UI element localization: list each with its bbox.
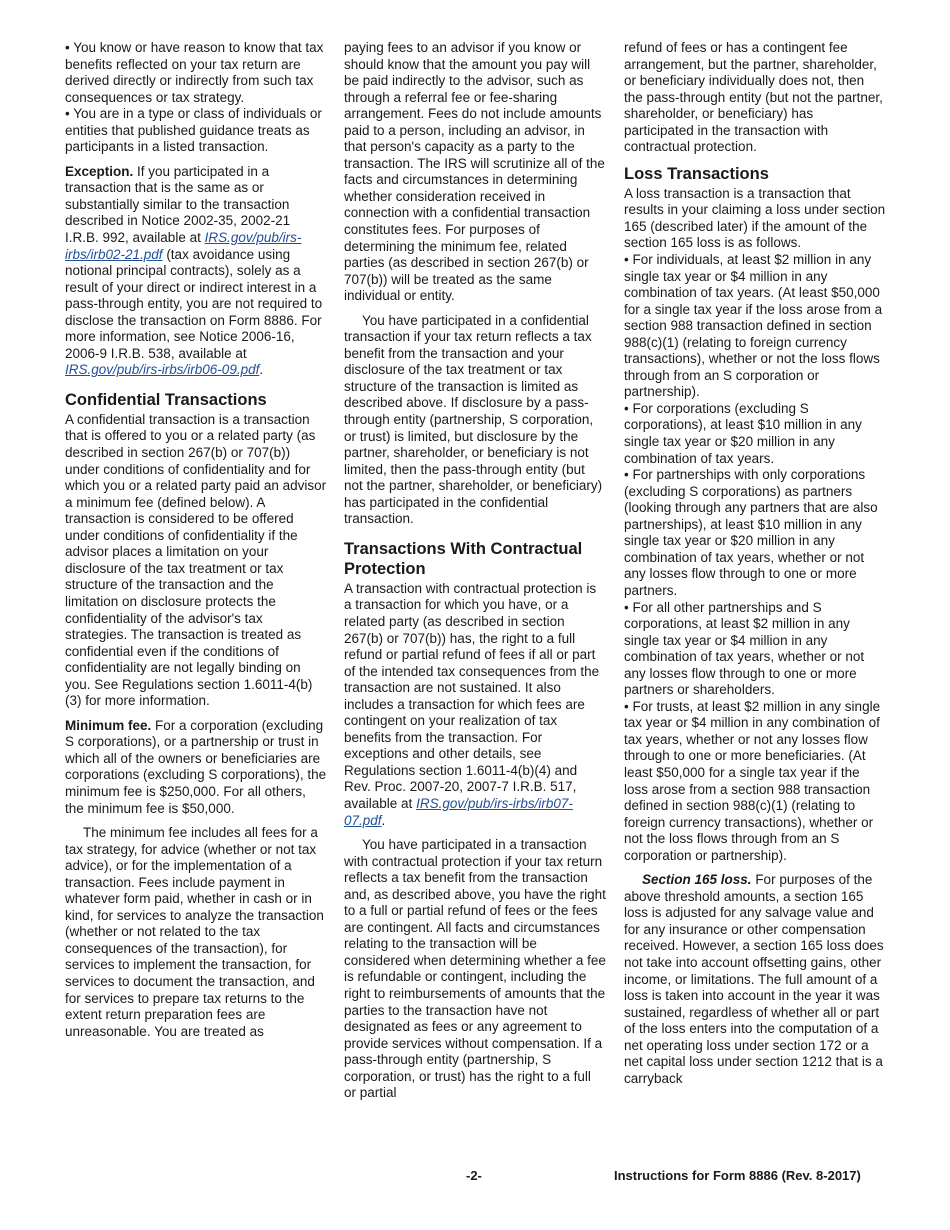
irb06-09-link[interactable]: IRS.gov/pub/irs-irbs/irb06-09.pdf	[65, 362, 260, 378]
exception-text-c: .	[259, 362, 264, 378]
heading-loss-transactions: Loss Transactions	[624, 164, 769, 183]
confidential-paragraph: A confidential transaction is a transaction that is offered to you or a related party (as described in section 267(b) or 707(b)) under conditions of confidentiality and for which you or a related party paid an advisor a minimum fee (defined below). A transaction is considered to be offered under conditions of confidentiality if the advisor places a limitation on your disclosure of the tax treatment or tax structure of the transaction and the limitation on disclosure protects the confidentiality of the advisor's tax strategies. The transaction is treated as confidential even if the conditions of confidentiality are not legally binding on you. See Regulations section 1.6011-4(b)(3) for more information.	[65, 411, 327, 709]
participated-contractual-paragraph: You have participated in a transaction with contractual protection if your tax return reflects a tax benefit from the transaction and, as described above, you have the right to a full or partial refund of fees or the fees are contingent. All facts and circumstances relating to the transaction will be considered when determining whether a fee is refundable or contingent, including the right to reimbursements of amounts that the parties to the transaction have not designated as fees or any agreement to provide services without compensation. If a pass-through entity (partnership, S corporation, or trust) has the right to a full or partial	[344, 837, 606, 1101]
irb07-07-link[interactable]: IRS.gov/pub/irs-irbs/irb07-07.pdf	[344, 795, 573, 828]
heading-contractual-protection: Transactions With Contractual Protection	[344, 539, 583, 578]
form-title-footer: Instructions for Form 8886 (Rev. 8-2017)	[614, 1168, 861, 1183]
minimum-fee-run-in-head: Minimum fee.	[65, 717, 152, 733]
exception-paragraph	[65, 164, 327, 379]
contractual-text-b: .	[381, 812, 386, 828]
participated-confidential-paragraph: You have participated in a confidential transaction if your tax return reflects a tax benefit from the transaction and your disclosure of the tax treatment or tax structure of the transaction is limited as described above. If disclosure by a pass-through entity (partnership, S corporation, or trust) is limited, but disclosure by the partner, shareholder, or beneficiary is not limited, then the pass-through entity (but not the partner, shareholder, or beneficiary) has participated in the confidential transaction.	[344, 312, 603, 527]
refund-continued-paragraph: refund of fees or has a contingent fee arrangement, but the partner, shareholder, or beneficiary individually does not, then the pass-through entity (but not the partner, shareholder, or beneficiary) has participated in the transaction with contractual protection.	[624, 40, 883, 155]
bullet-individuals: • For individuals, at least $2 million in any single tax year or $4 million in any combination of tax years. (At least $50,000 for a single tax year if the loss arose from a section 988 transaction defined in section 988(c)(1) (relating to foreign currency transactions), whether or not the loss flows through from an S corporation or partnership).	[624, 252, 883, 400]
bullet-partnerships-corporations: • For partnerships with only corporations (excluding S corporations) as partners (looking through any partners that are also partnerships), at least $10 million in any single tax year or $20 million in any combination of tax years, whether or not any losses flow through to one or more partners.	[624, 467, 878, 598]
bullet-trusts: • For trusts, at least $2 million in any single tax year or $4 million in any combination of tax years, whether or not any losses flow through to one or more beneficiaries. (At least $50,000 for a single tax year if the loss arose from a section 988 transaction defined in section 988(c)(1) (relating to foreign currency transactions), whether or not the loss flows through from an S corporation or partnership).	[624, 698, 881, 863]
minimum-fee-includes-paragraph: The minimum fee includes all fees for a tax strategy, for advice (whether or not tax advice), or for the implementation of a transaction. Fees include payment in whatever form paid, whether in cash or in kind, for services to analyze the transaction (whether or not related to the tax consequences of the transaction), for services to implement the transaction, for services to document the transaction, and for services to prepare tax returns to the extent return preparation fees are unreasonable. You are treated as	[65, 825, 324, 1039]
section-165-run-in-head: Section 165 loss.	[642, 872, 752, 888]
bullet-other-partnerships: • For all other partnerships and S corporations, at least $2 million in any single tax year or $4 million in any combination of tax years, whether or not any losses flow through to one or more partners or shareholders.	[624, 599, 865, 698]
column-middle	[344, 40, 606, 1110]
exception-text-a: If you participated in a transaction that is the same as or substantially similar to the transaction described in Notice 2002-35, 2002-21 I.R.B. 992, available at	[65, 163, 291, 246]
heading-confidential-transactions: Confidential Transactions	[65, 390, 267, 409]
section-165-text: For purposes of the above threshold amounts, a section 165 loss is adjusted for any salvage value and for any insurance or other compensation received. However, a section 165 loss does not take into account offsetting gains, other income, or limitations. The full amount of a loss is taken into account in the year it was sustained, regardless of whether all or part of the loss enters into the computation of a net operating loss under section 172 or a net capital loss under section 1212 that is a carryback	[624, 872, 884, 1086]
column-right	[624, 40, 886, 1095]
contractual-text-a: A transaction with contractual protection is a transaction for which you have, or a related party (as described in section 267(b) or 707(b)) has, the right to a full refund or partial refund of fees if all or part of the intended tax consequences from the transaction are not sustained. It also includes a transaction for which fees are contingent on your realization of tax benefits from the transaction. For exceptions and other details, see Regulations section 1.6011-4(b)(4) and Rev. Proc. 2007-20, 2007-7 I.R.B. 517, available at	[344, 580, 600, 811]
page-number: -2-	[466, 1168, 482, 1183]
bullet-corporations: • For corporations (excluding S corporations), at least $10 million in any single tax year or $20 million in any combination of tax years.	[624, 400, 862, 466]
section-165-loss-paragraph	[624, 872, 886, 1087]
fees-continued-paragraph: paying fees to an advisor if you know or should know that the amount you pay will be paid indirectly to the advisor, such as through a referral fee or fee-sharing arrangement. Fees do not include amounts paid to a person, including an advisor, in that person's capacity as a party to the transaction. The IRS will scrutinize all of the facts and circumstances in determining whether consideration received in connection with a confidential transaction constitutes fees. For purposes of determining the minimum fee, related parties (as described in section 267(b) or 707(b)) will be treated as the same individual or entity.	[344, 40, 605, 304]
bullet-type-or-class: • You are in a type or class of individuals or entities that published guidance treats as participants in a listed transaction.	[65, 106, 322, 155]
minimum-fee-text: For a corporation (excluding S corporations), or a partnership or trust in which all of the owners or beneficiaries are corporations (excluding S corporations), the minimum fee is $250,000. For all others, the minimum fee is $50,000.	[65, 717, 327, 816]
loss-transaction-intro: A loss transaction is a transaction that results in your claiming a loss under section 165 (described later) if the amount of the section 165 loss is as follows.	[624, 185, 886, 251]
irb02-21-link[interactable]: IRS.gov/pub/irs-irbs/irb02-21.pdf	[65, 230, 302, 262]
contractual-protection-paragraph	[344, 581, 606, 829]
column-left	[65, 40, 327, 1048]
exception-run-in-head: Exception.	[65, 163, 134, 179]
bullet-know-tax-benefits: • You know or have reason to know that tax benefits reflected on your tax return are derived directly or indirectly from such tax consequences or tax strategy.	[65, 40, 324, 105]
minimum-fee-paragraph	[65, 718, 327, 817]
exception-text-b: (tax avoidance using notional principal contracts), solely as a result of your direct or indirect interest in a pass-through entity, you are not required to disclose the transaction on Form 8886. For more information, see Notice 2006-16, 2006-9 I.R.B. 538, available at	[65, 246, 323, 361]
